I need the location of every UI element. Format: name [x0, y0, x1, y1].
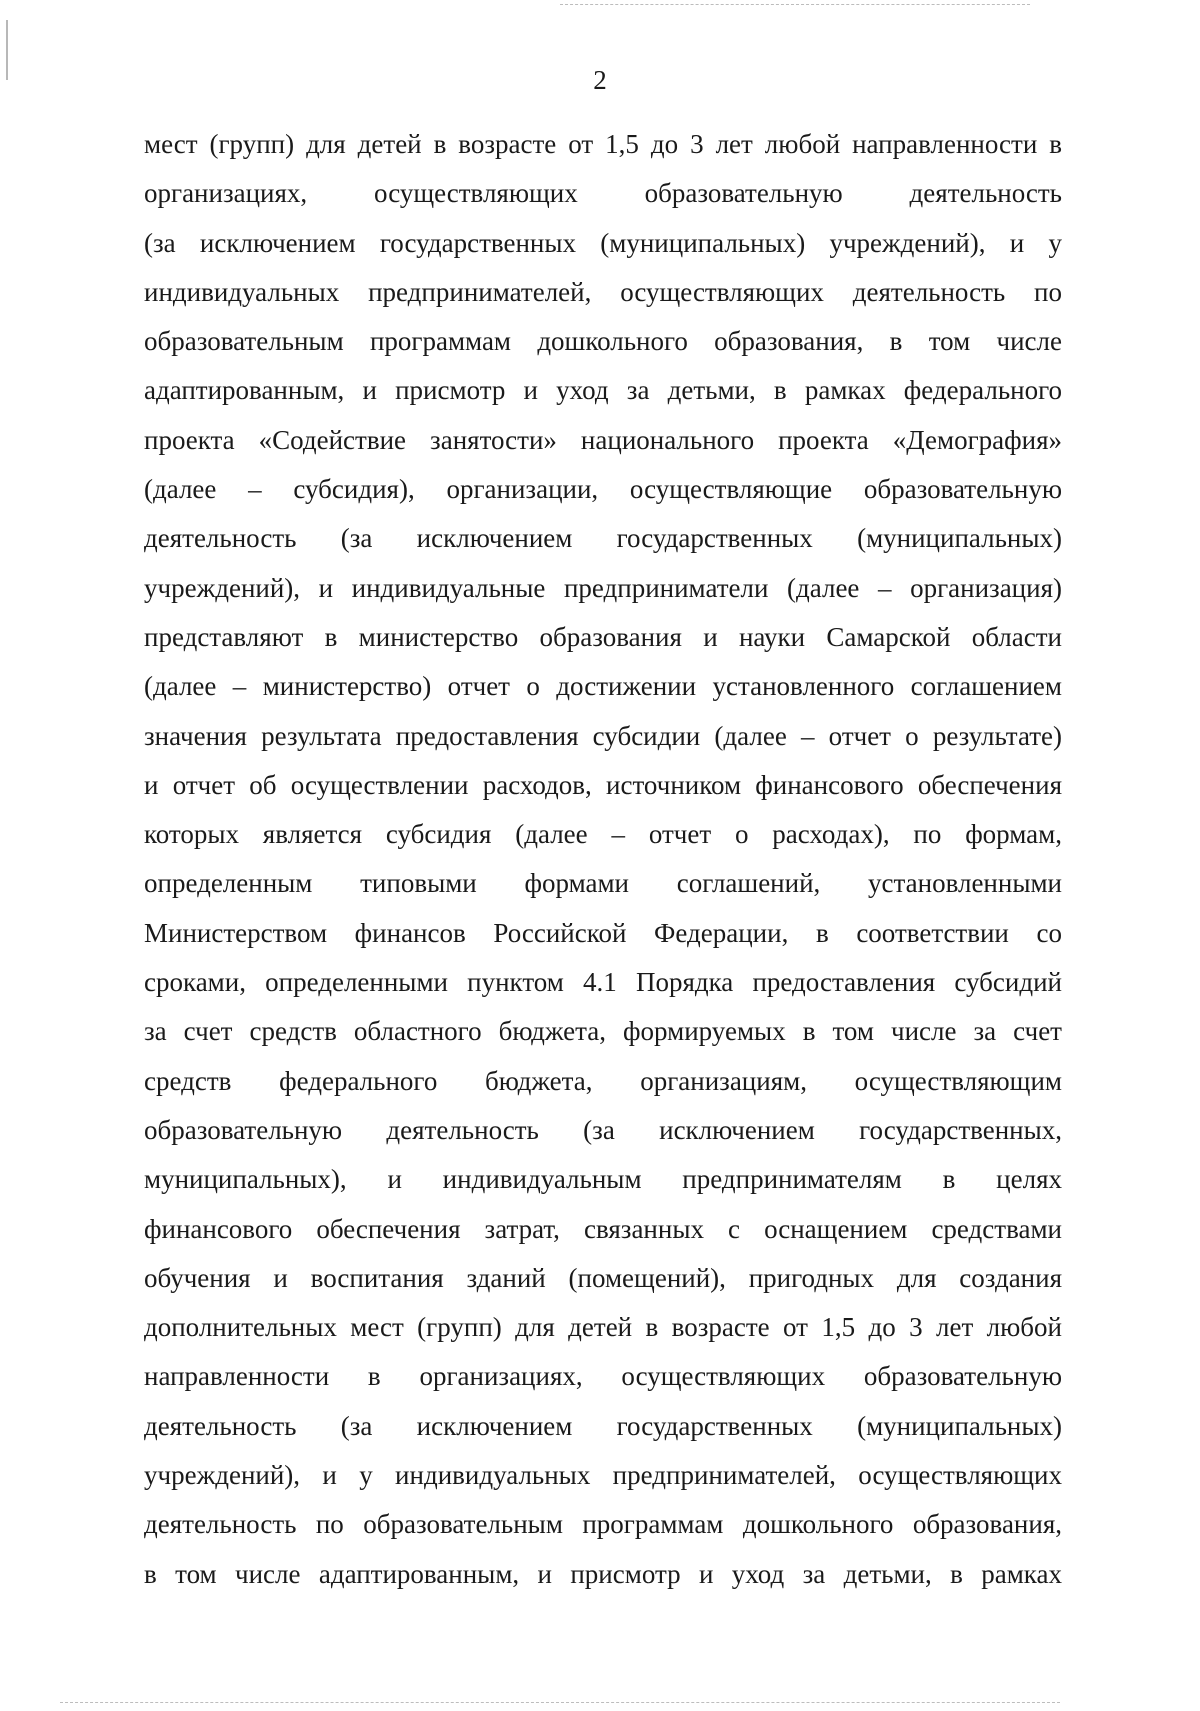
text-line: средств федерального бюджета, организациям, осуществляющим: [144, 1065, 1062, 1096]
text-line: муниципальных), и индивидуальным предпринимателям в целях: [144, 1164, 1062, 1195]
text-line: образовательную деятельность (за исключением государственных,: [144, 1114, 1062, 1145]
text-line: организациях, осуществляющих образовательную деятельность: [144, 178, 1062, 209]
text-line: представляют в министерство образования и науки Самарской области: [144, 621, 1062, 652]
text-line: деятельность по образовательным программам дошкольного образования,: [144, 1509, 1062, 1540]
text-line: учреждений), и у индивидуальных предпринимателей, осуществляющих: [144, 1460, 1062, 1491]
text-line: образовательным программам дошкольного образования, в том числе: [144, 326, 1062, 357]
text-line: за счет средств областного бюджета, формируемых в том числе за счет: [144, 1016, 1062, 1047]
text-line: (за исключением государственных (муниципальных) учреждений), и у: [144, 227, 1062, 258]
text-line: деятельность (за исключением государственных (муниципальных): [144, 523, 1062, 554]
text-line: сроками, определенными пунктом 4.1 Порядка предоставления субсидий: [144, 967, 1062, 998]
text-line: и отчет об осуществлении расходов, источником финансового обеспечения: [144, 769, 1062, 800]
text-line: проекта «Содействие занятости» национального проекта «Демография»: [144, 424, 1062, 455]
text-line: деятельность (за исключением государственных (муниципальных): [144, 1410, 1062, 1441]
text-line: Министерством финансов Российской Федерации, в соответствии со: [144, 917, 1062, 948]
scan-edge-mark-bottom: [60, 1702, 1060, 1703]
text-line: в том числе адаптированным, и присмотр и уход за детьми, в рамках: [144, 1558, 1062, 1589]
text-line: финансового обеспечения затрат, связанных с оснащением средствами: [144, 1213, 1062, 1244]
text-line: определенным типовыми формами соглашений, установленными: [144, 868, 1062, 899]
text-line: которых является субсидия (далее – отчет о расходах), по формам,: [144, 819, 1062, 850]
text-line: значения результата предоставления субсидии (далее – отчет о результате): [144, 720, 1062, 751]
scan-edge-mark-top: [560, 4, 1030, 5]
text-line: учреждений), и индивидуальные предприниматели (далее – организация): [144, 572, 1062, 603]
text-line: адаптированным, и присмотр и уход за детьми, в рамках федерального: [144, 375, 1062, 406]
text-line: индивидуальных предпринимателей, осуществляющих деятельность по: [144, 276, 1062, 307]
body-text: [144, 120, 1062, 1599]
text-line: (далее – министерство) отчет о достижении установленного соглашением: [144, 671, 1062, 702]
text-line: дополнительных мест (групп) для детей в возрасте от 1,5 до 3 лет любой: [144, 1312, 1062, 1343]
page-number: 2: [593, 65, 607, 95]
text-line: направленности в организациях, осуществляющих образовательную: [144, 1361, 1062, 1392]
text-line: (далее – субсидия), организации, осуществляющие образовательную: [144, 474, 1062, 505]
text-line: мест (групп) для детей в возрасте от 1,5 до 3 лет любой направленности в: [144, 129, 1062, 159]
text-line: обучения и воспитания зданий (помещений), пригодных для создания: [144, 1262, 1062, 1293]
